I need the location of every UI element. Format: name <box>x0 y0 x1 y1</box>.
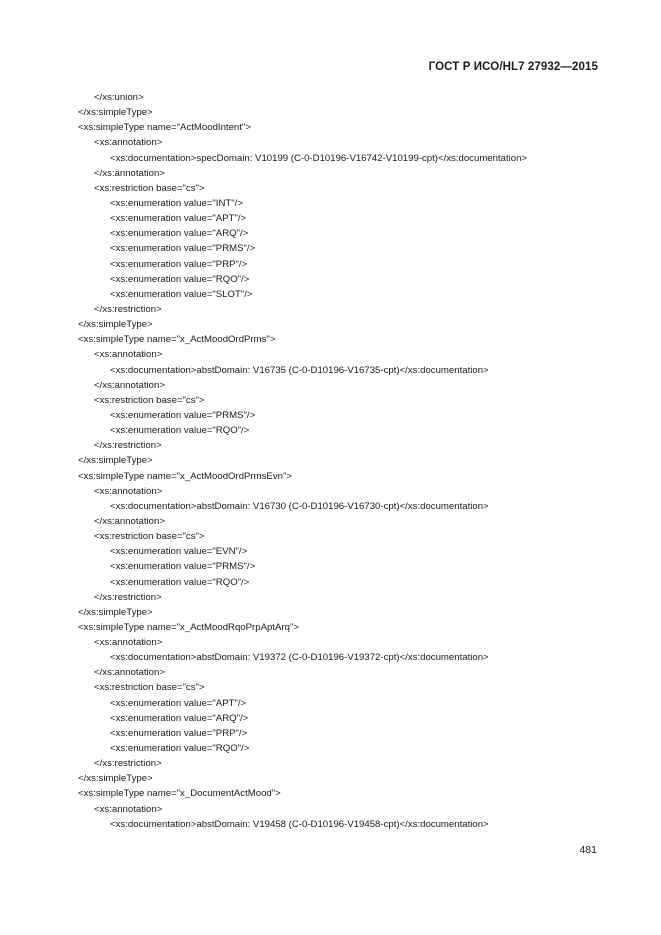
code-line: <xs:annotation> <box>94 349 163 361</box>
code-line: </xs:simpleType> <box>78 455 153 467</box>
document-header: ГОСТ Р ИСО/HL7 27932—2015 <box>428 61 598 73</box>
code-line: <xs:simpleType name="ActMoodIntent"> <box>78 122 251 134</box>
code-line: </xs:annotation> <box>94 667 165 679</box>
code-line: </xs:restriction> <box>94 591 162 603</box>
code-line: <xs:documentation>abstDomain: V19458 (C-0-D10196-V19458-cpt)</xs:documentation> <box>110 818 489 830</box>
code-line: <xs:documentation>abstDomain: V16730 (C-0-D10196-V16730-cpt)</xs:documentation> <box>110 500 489 512</box>
code-line: <xs:enumeration value="ARQ"/> <box>110 228 249 240</box>
code-line: <xs:enumeration value="PRP"/> <box>110 727 248 739</box>
code-line: </xs:annotation> <box>94 515 165 527</box>
code-line: <xs:enumeration value="INT"/> <box>110 197 243 209</box>
xml-schema-listing <box>78 90 527 832</box>
code-line: <xs:documentation>specDomain: V10199 (C-0-D10196-V16742-V10199-cpt)</xs:documentation> <box>110 152 528 164</box>
code-line: </xs:restriction> <box>94 758 162 770</box>
code-line: <xs:enumeration value="ARQ"/> <box>110 712 249 724</box>
code-line: <xs:simpleType name="x_ActMoodOrdPrmsEvn"> <box>78 470 292 482</box>
code-line: <xs:documentation>abstDomain: V19372 (C-0-D10196-V19372-cpt)</xs:documentation> <box>110 652 489 664</box>
code-line: </xs:simpleType> <box>78 107 153 119</box>
code-line: <xs:simpleType name="x_ActMoodOrdPrms"> <box>78 334 276 346</box>
code-line: </xs:simpleType> <box>78 773 153 785</box>
code-line: <xs:annotation> <box>94 137 163 149</box>
page-number: 481 <box>579 844 597 856</box>
code-line: <xs:annotation> <box>94 803 163 815</box>
code-line: <xs:enumeration value="PRMS"/> <box>110 409 256 421</box>
code-line: <xs:restriction base="cs"> <box>94 682 205 694</box>
code-line: <xs:annotation> <box>94 637 163 649</box>
code-line: <xs:enumeration value="APT"/> <box>110 697 247 709</box>
code-line: <xs:enumeration value="APT"/> <box>110 213 247 225</box>
code-line: </xs:annotation> <box>94 379 165 391</box>
code-line: </xs:union> <box>94 92 144 103</box>
code-line: <xs:simpleType name="x_DocumentActMood"> <box>78 788 281 800</box>
code-line: <xs:simpleType name="x_ActMoodRqoPrpAptArq"> <box>78 621 299 633</box>
code-line: </xs:annotation> <box>94 167 165 179</box>
code-line: <xs:enumeration value="RQO"/> <box>110 743 250 755</box>
code-line: <xs:enumeration value="RQO"/> <box>110 576 250 588</box>
code-line: <xs:enumeration value="PRMS"/> <box>110 243 256 255</box>
code-line: <xs:enumeration value="SLOT"/> <box>110 288 253 300</box>
code-line: <xs:enumeration value="RQO"/> <box>110 425 250 437</box>
code-line: <xs:restriction base="cs"> <box>94 182 205 194</box>
code-line: <xs:enumeration value="RQO"/> <box>110 273 250 285</box>
code-line: <xs:enumeration value="PRMS"/> <box>110 561 256 573</box>
code-line: </xs:simpleType> <box>78 319 153 331</box>
code-line: <xs:documentation>abstDomain: V16735 (C-0-D10196-V16735-cpt)</xs:documentation> <box>110 364 489 376</box>
code-line: <xs:annotation> <box>94 485 163 497</box>
code-line: <xs:restriction base="cs"> <box>94 531 205 543</box>
code-line: <xs:restriction base="cs"> <box>94 394 205 406</box>
code-line: <xs:enumeration value="EVN"/> <box>110 546 248 558</box>
code-line: </xs:restriction> <box>94 303 162 315</box>
code-line: </xs:simpleType> <box>78 606 153 618</box>
code-line: </xs:restriction> <box>94 440 162 452</box>
code-line: <xs:enumeration value="PRP"/> <box>110 258 248 270</box>
